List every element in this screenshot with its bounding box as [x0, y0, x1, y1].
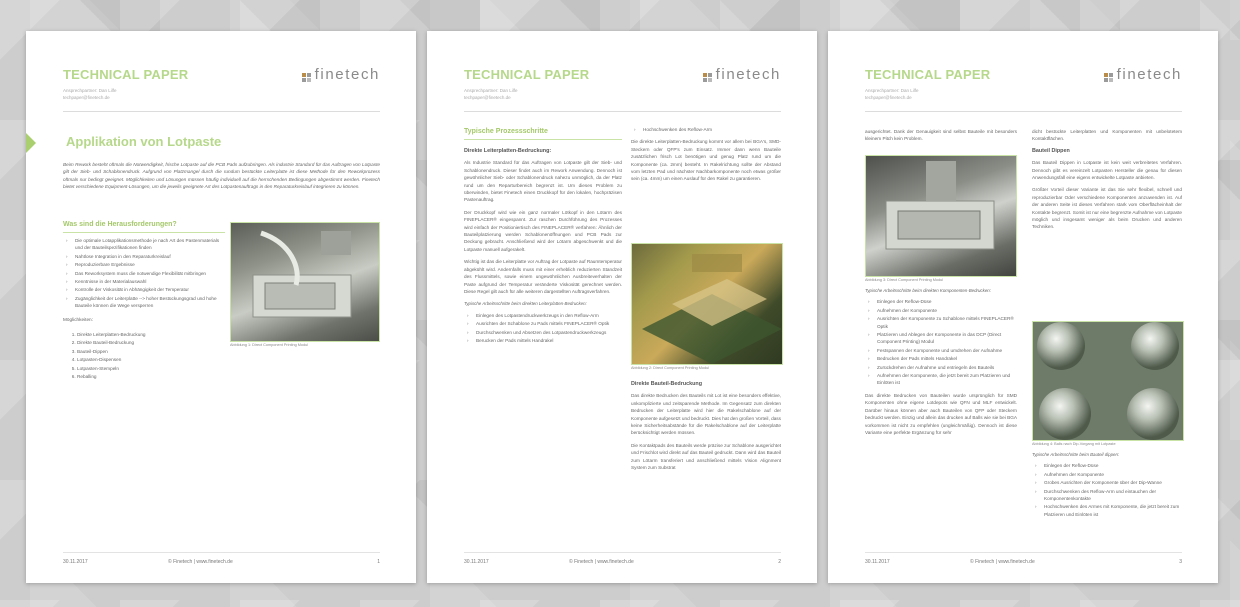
logo-text: finetech: [715, 66, 781, 83]
contact-name: Ansprechpartner: Dan Lilfe: [464, 88, 518, 93]
challenges-list: [63, 237, 225, 310]
left-column-top: [865, 128, 1017, 148]
finetech-logo: [302, 61, 380, 82]
contact-email: techpaper@finetech.de: [464, 95, 511, 100]
steps-list-cont: [631, 126, 781, 133]
section-underline: [63, 232, 225, 233]
paragraph: dicht bestückte Leiterplatten und Komponenten mit unbelotetem Kontaktflächen.: [1032, 129, 1182, 142]
subheading: Bauteil Dippen: [1032, 147, 1070, 154]
contact-name: Ansprechpartner: Dan Lilfe: [63, 88, 117, 93]
footer-date: 30.11.2017: [464, 559, 489, 565]
header-divider: [464, 111, 781, 112]
list-item: › Durchschwenken des Reflow-Arm und eintauchen der Komponentenkontakte: [1044, 488, 1182, 503]
paragraph: Das Bauteil Dippen in Lotpaste ist kein weit verbreitetes Verfahren. Dennoch gibt es vereinzelt Lotpasten Hersteller die genau für diesen Anwendungsfall eine eigens entwickelte Lotpaste anbieten.: [1032, 160, 1182, 181]
options-list: [63, 331, 225, 380]
contact-email: techpaper@finetech.de: [865, 95, 912, 100]
paragraph: ausgerichtet. Dank der Genauigkeit sind selbst Bauteile mit besonders kleinem Pitch kein Problem.: [865, 129, 1017, 142]
steps-intro: Typische Arbeitsschritte beim direkten Komponenten-Bedrucken:: [865, 288, 991, 293]
steps-list: [865, 298, 1017, 386]
document-page-2: [427, 31, 817, 583]
contact-meta: [63, 87, 117, 101]
document-page-3: [828, 31, 1218, 583]
list-item: 2. Direkte Bauteil-Bedruckung: [77, 339, 225, 346]
list-item: 1. Direkte Leiterplatten-Bedruckung: [77, 331, 225, 338]
list-item: › Zugänglichkeit der Leiterplatte --> hoher Bestückungsgrad und hohe Bauteile können die Wege versperren: [75, 295, 225, 310]
footer-date: 30.11.2017: [865, 559, 890, 565]
title-arrow-icon: [26, 133, 36, 153]
machine-illustration: [866, 156, 1016, 276]
header-divider: [63, 111, 380, 112]
contact-meta: [464, 87, 518, 101]
dipped-balls-photo: [1032, 321, 1184, 441]
paragraph: Die direkte Leiterplatten-Bedruckung kommt vor allem bei BGA's, SMD-Steckern oder QFP's zum Einsatz. Immer dann wenn Bauteile zusätzlichen frisch Lot benötigen und genug Platz rund um die Komponente (ca. 2mm) besteht. In Rakelrichtung sollte der Abstand vom letzten Pad und nächster Nachbarkomponente noch etwas größer sein (ca. 4mm) um einen Auslauf für den Rakel zu garantieren.: [631, 139, 781, 182]
technical-paper-title: TECHNICAL PAPER: [865, 67, 991, 82]
page-title: Applikation von Lotpaste: [66, 134, 222, 149]
challenges-column: [63, 237, 225, 382]
header-divider: [865, 111, 1182, 112]
paragraph: Das direkte Bedrucken von Bauteilen wurde ursprünglich für SMD Komponenten ohne eigene Lotdepots wie QFN und MLF entwickelt. Darüber hinaus können aber auch Bauteilen von QFP oder Steckern bedruckt werden. Einzig und allein das drucken auf Balls wie sie bei BGA vorkommen ist nicht zu empfehlen (ungleichmäßig). Dennoch ist diese Variante eine perfekte Ergänzung für sehr: [865, 392, 1017, 435]
right-column-lower: [631, 381, 781, 476]
logo-mark-icon: [703, 73, 712, 82]
list-item: › Grobes Ausrichten der Komponente über der Dip-Wanne: [1044, 479, 1182, 486]
list-item: › Aufnehmen der Komponente: [877, 307, 1017, 314]
contact-email: techpaper@finetech.de: [63, 95, 110, 100]
machine-illustration: [231, 223, 379, 341]
steps-intro: Typische Arbeitsschritte beim direkten Leiterplatten-Bedrucken:: [464, 301, 587, 307]
list-item: › Zurückdrehen der Aufnahme und entriegeln des Bauteils: [877, 364, 1017, 371]
logo-text: finetech: [314, 66, 380, 83]
list-item: › Einlegen der Reflow-Düse: [1044, 462, 1182, 469]
dcp-module-photo: [865, 155, 1017, 277]
intro-paragraph: Beim Rework besteht oftmals die Notwendigkeit, frische Lotpaste auf die PCB Pads aufzubringen. Als industrie Standard für das Auftragen von Lotpaste gilt der Sieb- und Schablonendruck. Aufgrund von Platzmangel durch die rundum bestückte Leiterplatte ist diese Methode für den Reworkprozess oftmals nur bedingt geeignet. Möglichkeiten und Lösungen müssen häufig individuell auf die herrschenden Bedingungen abgestimmt werden. Finetech bietet verschiedene Equipment-Lösungen, um die jeweils geeignete Art des Lotpastenauftrags in den Reparaturkreislauf integrieren zu können.: [63, 162, 380, 190]
subheading: Direkte Leiterplatten-Bedruckung:: [464, 148, 552, 154]
list-item: › Einlegen der Reflow-Düse: [877, 298, 1017, 305]
figure-caption: Abbildung 1: Direct Component Printing Modul: [230, 343, 309, 347]
pcb-illustration: [632, 244, 782, 364]
list-item: 5. Lotpasten-Stempeln: [77, 365, 225, 372]
list-item: › Festspannen der Komponente und umdrehen der Aufnahme: [877, 347, 1017, 354]
list-item: › Ausrichten der Schablone zu Pads mittels FINEPLACER® Optik: [476, 320, 622, 327]
steps-list: [464, 312, 622, 345]
page-number: 3: [1179, 559, 1182, 565]
paragraph: Größter Vorteil dieser Variante ist das Sie sehr flexibel, schnell und reproduzierbar Oder verschiedene Komponenten anzuwenden ist. Auf der anderen Seite ist dieses Verfahren stark vom Oberflächeinhalt der Kontakte begrenzt. Somit ist nur eine begrenzte Aufnahme von Lotpaste möglich und insgesamt weniger als beim Drucken und anderen Techniken.: [1032, 187, 1182, 230]
list-item: 3. Bauteil-Dippen: [77, 348, 225, 355]
list-item: › Hochschwenken des Armes mit Komponente, die jetzt bereit zum Platzieren und Einlöten ist: [1044, 503, 1182, 518]
technical-paper-title: TECHNICAL PAPER: [464, 67, 590, 82]
footer-center: © Finetech | www.finetech.de: [168, 559, 233, 565]
list-item: › Das Reworksystem muss die notwendige Flexibilität mitbringen: [75, 270, 225, 277]
list-item: › Hochschwenken des Reflow-Arm: [643, 126, 781, 133]
paragraph: Wichtig ist das die Leiterplatte vor Auftrag der Lotpaste auf Raumtemperatur abgekühlt wird. Andernfalls muss mit einer erheblich reduzierten Standzeit des Flussmittels, sowie einem ungewöhnlichen Ausbreiteverhalten der Paste aufgrund der Temperatur veränderte Viskosität gerechnet werden. Diese Regel gilt auch für alle weiteren dargestellten Auftragsverfahren.: [464, 259, 622, 294]
pcb-printing-photo: [631, 243, 783, 365]
right-column-lower: [1032, 448, 1182, 523]
footer-center: © Finetech | www.finetech.de: [970, 559, 1035, 565]
paragraph: Die Kontaktpads des Bauteils werde präzise zur Schablone ausgerichtet und Frischlot wird direkt auf das Bauteil gedruckt. Dann wird das Bauteil zum Lötarm transferiert und anschließend mittels Vision Alignment System zum Substrat: [631, 442, 781, 471]
list-item: 4. Lotpasten-Dispensen: [77, 356, 225, 363]
paragraph: Als Industrie Standard für das Auftragen von Lotpaste gilt der Sieb- und Schablonendruck. Dieser findet auch im Rework Anwendung. Dennoch ist gewöhnlicher Sieb- oder Schablonendruck nahezu unmöglich, da der Platz rund um den Reparturbereich begrenzt ist. Um dieses Problem zu überwinden, bietet Finetech einen Druckkopf für den lokalen, hochpräzisen Pastenauftrag.: [464, 160, 622, 203]
list-item: › Kenntnisse in der Materialauswahl: [75, 278, 225, 285]
logo-text: finetech: [1116, 66, 1182, 83]
figure-caption: Abbildung 3: Direct Component Printing Modul: [865, 278, 944, 282]
finetech-logo: [1104, 61, 1182, 82]
footer-center: © Finetech | www.finetech.de: [569, 559, 634, 565]
contact-meta: [865, 87, 919, 101]
footer-divider: [865, 552, 1182, 553]
list-item: › Durchschwenken und Absetzen des Lotpastendruckwerkzeugs: [476, 329, 622, 336]
list-item: › Platzieren und Ablegen der Komponente in das DCP (Direct Component Printing) Modul: [877, 331, 1017, 346]
page-number: 2: [778, 559, 781, 565]
figure-caption: Abbildung 4: Balls nach Dip-Vorgang mit Lotpaste: [1032, 442, 1116, 446]
solder-balls-illustration: [1033, 322, 1183, 440]
finetech-logo: [703, 61, 781, 82]
document-page-1: [26, 31, 416, 583]
list-item: 6. Reballing: [77, 373, 225, 380]
list-item: › Ausrichten der Komponente zu Schablone mittels FINEPLACER® Optik: [877, 315, 1017, 330]
options-label: Möglichkeiten:: [63, 316, 93, 322]
list-item: › Nahtlose Integration in den Reparaturkreislauf: [75, 253, 225, 260]
dcp-module-photo: [230, 222, 380, 342]
steps-intro: Typische Arbeitsschritte beim Bauteil dippen:: [1032, 452, 1120, 457]
right-column: [631, 126, 781, 188]
list-item: › Bedrucken der Pads mittels Handrakel: [877, 355, 1017, 362]
list-item: › Aufnehmen der Komponente: [1044, 471, 1182, 478]
section-heading: Was sind die Herausforderungen?: [63, 221, 177, 228]
page-number: 1: [377, 559, 380, 565]
right-column: [1032, 128, 1182, 236]
section-heading: Typische Prozessschritte: [464, 128, 548, 135]
left-column: [865, 284, 1017, 441]
footer-divider: [464, 552, 781, 553]
list-item: › Die optimale Lotapplikationsmethode je nach Art des Pastenmaterials und der Bauteilspezifikationen finden: [75, 237, 225, 252]
subheading: Direkte Bauteil-Bedruckung: [631, 381, 702, 387]
contact-name: Ansprechpartner: Dan Lilfe: [865, 88, 919, 93]
logo-mark-icon: [302, 73, 311, 82]
list-item: › Reproduzierbare Ergebnisse: [75, 261, 225, 268]
list-item: › Einlegen des Lotpastendruckwerkzeugs in den Reflow-Arm: [476, 312, 622, 319]
technical-paper-title: TECHNICAL PAPER: [63, 67, 189, 82]
section-underline: [464, 139, 622, 140]
footer-divider: [63, 552, 380, 553]
figure-caption: Abbildung 2: Direct Component Printing Modul: [631, 366, 710, 370]
steps-list: [1032, 462, 1182, 518]
list-item: › Berucken der Pads mittels Handrakel: [476, 337, 622, 344]
paragraph: Der Druckkopf wird wie ein ganz normaler Lötkopf in den Lötarm des FINEPLACER® eingespannt. Zur raschen Durchführung des Prozesses wird einfach der Positioniertisch des FINEPLACER® verfahren: Ähnlich der Bauteilplatzierung werden Schablonenöffnungen und PCB Pads zur Deckung gebracht. Anschließend wird der Lötarm abgeschwenkt und die Lotpaste manuell aufgerakelt.: [464, 209, 622, 252]
footer-date: 30.11.2017: [63, 559, 88, 565]
paragraph: Das direkte Bedrucken des Bauteils mit Lot ist eine besonders effektive, unkomplizierte und zeitsparende Methode. Im Gegensatz zum direkten Bedrucken der Leiterplatte wird hier die Rakelschablone auf der Komponente aufgesetzt und bedruckt. Dies hat den großen Vorteil, dass keine Sicherheitsabstände für die Rakelschablone auf der Leiterplatte berücksichtigt werden müssen.: [631, 393, 781, 436]
left-column: [464, 148, 622, 349]
list-item: › Kontrolle der Viskosität in Abhängigkeit der Temperatur: [75, 286, 225, 293]
logo-mark-icon: [1104, 73, 1113, 82]
list-item: › Aufnehmen der Komponente, die jetzt bereit zum Platzieren und Einlöten ist: [877, 372, 1017, 387]
